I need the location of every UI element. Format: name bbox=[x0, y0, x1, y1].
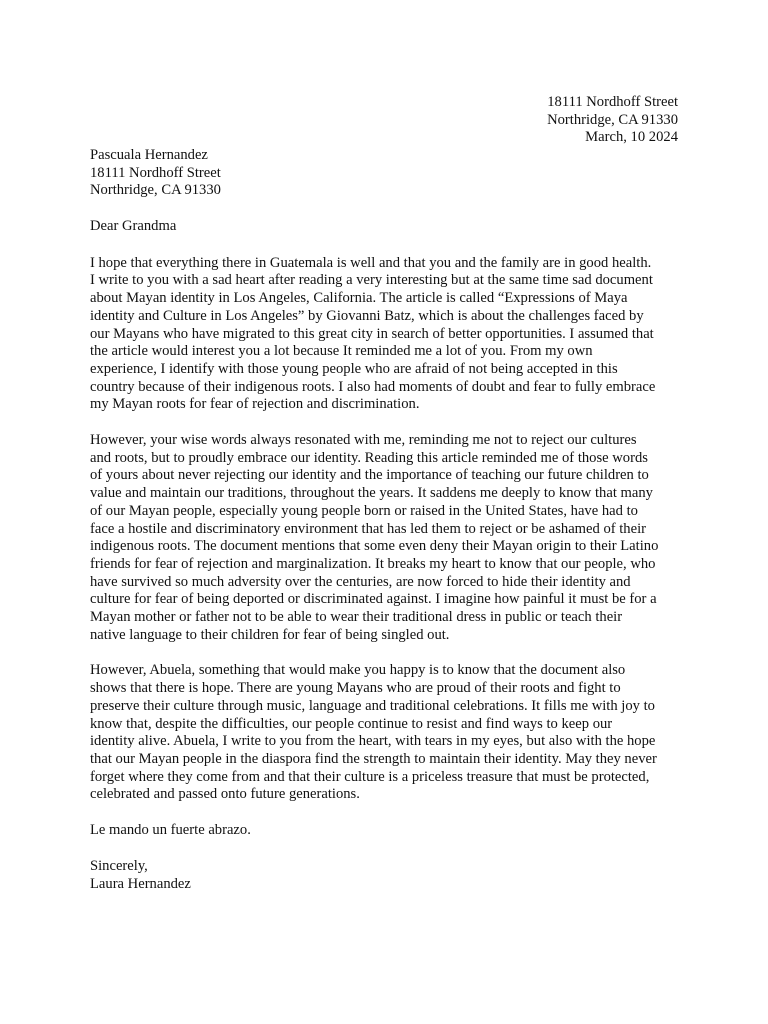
salutation: Dear Grandma bbox=[90, 218, 177, 234]
text-line: value and maintain our traditions, throughout the years. It saddens me deeply to know that many bbox=[90, 485, 653, 502]
body-paragraph-3 bbox=[90, 662, 688, 804]
text-line: celebrated and passed onto future generations. bbox=[90, 786, 360, 803]
letter-body bbox=[90, 218, 688, 893]
text-line: have survived so much adversity over the centuries, are now forced to hide their identity and bbox=[90, 573, 631, 590]
text-line: forget where they come from and that their culture is a priceless treasure that must be protected, bbox=[90, 768, 650, 785]
letter-date: March, 10 2024 bbox=[585, 129, 678, 146]
recipient-name: Pascuala Hernandez bbox=[90, 147, 208, 163]
text-line: identity and Culture in Los Angeles” by Giovanni Batz, which is about the challenges faced by bbox=[90, 307, 644, 324]
text-line: indigenous roots. The document mentions that some even deny their Mayan origin to their Latino bbox=[90, 538, 659, 555]
recipient-address-block bbox=[90, 147, 221, 200]
text-line: about Mayan identity in Los Angeles, California. The article is called “Expressions of Maya bbox=[90, 290, 628, 307]
text-line: experience, I identify with those young people who are afraid of not being accepted in this bbox=[90, 360, 618, 377]
text-line: and roots, but to proudly embrace our identity. Reading this article reminded me of those words bbox=[90, 449, 648, 466]
valediction: Sincerely, bbox=[90, 857, 148, 874]
closing-line: Le mando un fuerte abrazo. bbox=[90, 822, 251, 839]
sender-address-block bbox=[547, 94, 678, 147]
text-line: native language to their children for fear of being singled out. bbox=[90, 626, 450, 643]
text-line: identity alive. Abuela, I write to you from the heart, with tears in my eyes, but also with the hope bbox=[90, 733, 656, 750]
text-line: I write to you with a sad heart after reading a very interesting but at the same time sad document bbox=[90, 272, 653, 289]
text-line: of our Mayan people, especially young people born or raised in the United States, have had to bbox=[90, 502, 638, 519]
signature: Laura Hernandez bbox=[90, 875, 191, 892]
text-line: preserve their culture through music, language and traditional celebrations. It fills me with joy to bbox=[90, 697, 655, 714]
text-line: my Mayan roots for fear of rejection and discrimination. bbox=[90, 396, 420, 413]
text-line: However, your wise words always resonated with me, reminding me not to reject our cultures bbox=[90, 432, 637, 449]
closing-block bbox=[90, 858, 688, 893]
text-line: face a hostile and discriminatory environment that has led them to reject or be ashamed of their bbox=[90, 520, 646, 537]
text-line: culture for fear of being deported or discriminated against. I imagine how painful it must be for a bbox=[90, 591, 657, 608]
text-line: of yours about never rejecting our identity and the importance of teaching our future children to bbox=[90, 467, 649, 484]
body-paragraph-1 bbox=[90, 255, 688, 414]
text-line: country because of their indigenous roots. I also had moments of doubt and fear to fully embrace bbox=[90, 378, 656, 395]
text-line: the article would interest you a lot because It reminded me a lot of you. From my own bbox=[90, 343, 593, 360]
recipient-city: Northridge, CA 91330 bbox=[90, 182, 221, 199]
text-line: know that, despite the difficulties, our people continue to resist and find ways to keep our bbox=[90, 715, 613, 732]
body-paragraph-2 bbox=[90, 432, 688, 644]
text-line: shows that there is hope. There are young Mayans who are proud of their roots and fight to bbox=[90, 680, 621, 697]
sender-city: Northridge, CA 91330 bbox=[547, 111, 678, 128]
text-line: that our Mayan people in the diaspora find the strength to maintain their identity. May they never bbox=[90, 750, 657, 767]
sender-street: 18111 Nordhoff Street bbox=[547, 94, 678, 110]
text-line: However, Abuela, something that would make you happy is to know that the document also bbox=[90, 662, 626, 679]
recipient-street: 18111 Nordhoff Street bbox=[90, 164, 221, 181]
text-line: friends for fear of rejection and marginalization. It breaks my heart to know that our people, who bbox=[90, 555, 656, 572]
text-line: Mayan mother or father not to be able to wear their traditional dress in public or teach their bbox=[90, 609, 623, 626]
text-line: I hope that everything there in Guatemala is well and that you and the family are in good health. bbox=[90, 254, 652, 271]
text-line: our Mayans who have migrated to this great city in search of better opportunities. I assumed that bbox=[90, 325, 654, 342]
